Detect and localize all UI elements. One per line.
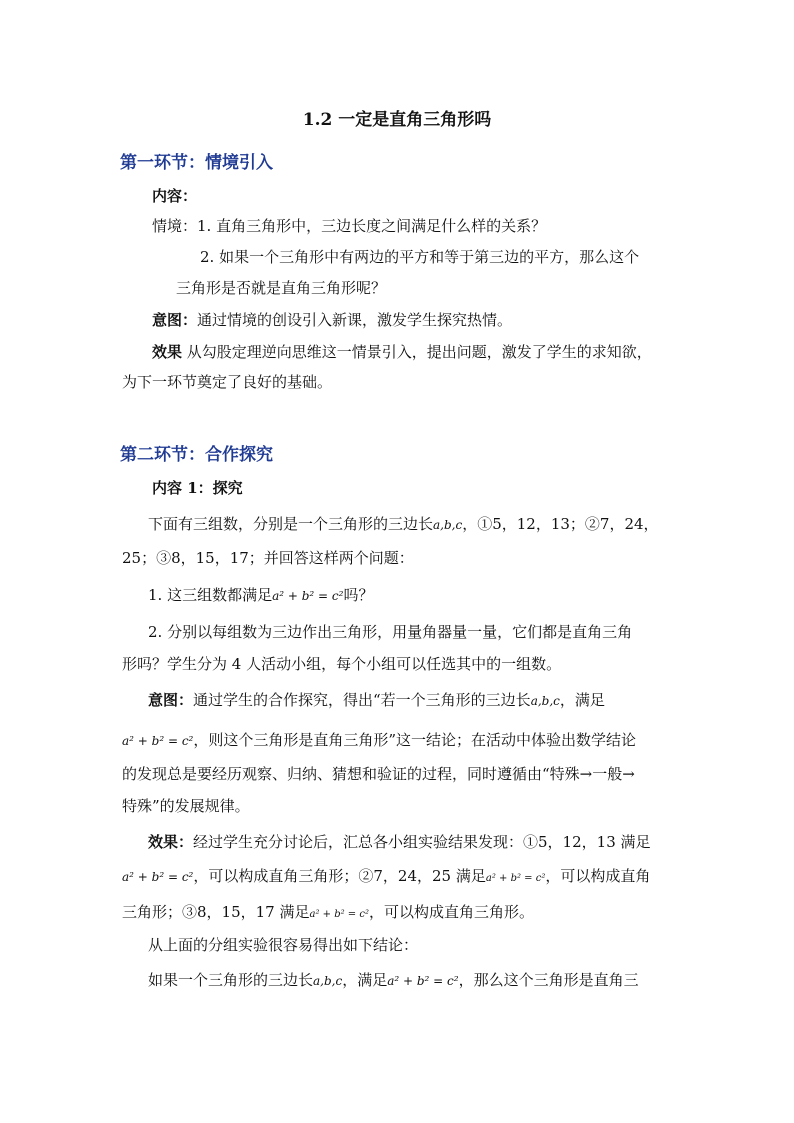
section1-effect-line2: 为下一环节奠定了良好的基础。 xyxy=(122,373,333,391)
effect-text: 从勾股定理逆向思维这一情景引入，提出问题，激发了学生的求知欲， xyxy=(182,343,652,361)
section1-intent xyxy=(152,310,512,330)
section2-intent-line1 xyxy=(148,690,605,711)
para1-text-b: ，①5，12，13；②7，24， xyxy=(462,515,659,533)
section2-intent-line2 xyxy=(122,730,636,751)
conclusion-text-a: 如果一个三角形的三边长 xyxy=(148,971,314,989)
section2-question2-line2: 形吗？学生分为 4 人活动小组，每个小组可以任选其中的一组数。 xyxy=(122,655,562,673)
variables-abc: a,b,c xyxy=(530,694,560,708)
para1-text-a: 下面有三组数，分别是一个三角形的三边长 xyxy=(148,515,434,533)
conclusion-text-b: ，满足 xyxy=(342,971,388,989)
pythagorean-equation-small: a² + b² = c² xyxy=(485,873,546,884)
pythagorean-equation-small: a² + b² = c² xyxy=(309,909,369,920)
section2-para1-line2: 25；③8，15，17；并回答这样两个问题： xyxy=(122,549,414,567)
section2-question2-line1: 2. 分别以每组数为三边作出三角形，用量角器量一量，它们都是直角三角 xyxy=(148,623,633,641)
intent-text-c: ，则这个三角形是直角三角形”这一结论；在活动中体验出数学结论 xyxy=(193,731,637,749)
section1-content-label: 内容： xyxy=(152,187,198,205)
section2-intent-line4: 特殊”的发展规律。 xyxy=(122,797,250,815)
question1-text-b: 吗？ xyxy=(343,586,374,604)
section1-question2-line1: 2. 如果一个三角形中有两边的平方和等于第三边的平方，那么这个 xyxy=(200,248,640,266)
section2-intent-line3: 的发现总是要经历观察、归纳、猜想和验证的过程，同时遵循由“特殊→一般→ xyxy=(122,765,635,783)
effect-text-b: ，可以构成直角三角形；②7，24，25 满足 xyxy=(193,867,486,885)
effect-text-a: 经过学生充分讨论后，汇总各小组实验结果发现：①5，12，13 满足 xyxy=(193,833,651,851)
page-title: 1.2 一定是直角三角形吗 xyxy=(302,110,492,130)
question1-text-a: 1. 这三组数都满足 xyxy=(148,586,273,604)
pythagorean-equation: a² + b² = c² xyxy=(122,870,194,884)
section2-content1-label: 内容 1：探究 xyxy=(152,479,243,497)
section2-conclusion-intro: 从上面的分组实验很容易得出如下结论： xyxy=(148,936,419,954)
intent-text-a: 通过学生的合作探究，得出“若一个三角形的三边长 xyxy=(193,691,531,709)
intent-label: 意图： xyxy=(152,311,198,329)
section2-para1-line1 xyxy=(148,514,659,535)
section2-heading: 第二环节：合作探究 xyxy=(120,445,273,465)
section2-question1 xyxy=(148,585,373,606)
effect-text-e: ，可以构成直角三角形。 xyxy=(368,903,534,921)
conclusion-text-c: ，那么这个三角形是直角三 xyxy=(458,971,639,989)
question1-text: 1. 直角三角形中，三边长度之间满足什么样的关系？ xyxy=(197,217,547,235)
section1-effect-line1 xyxy=(152,342,652,362)
section1-question2-line2: 三角形是否就是直角三角形呢？ xyxy=(176,279,387,297)
variables-abc: a,b,c xyxy=(313,974,343,988)
effect-text-d: 三角形；③8，15，17 满足 xyxy=(122,903,310,921)
pythagorean-equation: a² + b² = c² xyxy=(387,974,459,988)
effect-text-c: ，可以构成直角 xyxy=(545,867,651,885)
section2-effect-line1 xyxy=(148,832,651,852)
section2-effect-line2 xyxy=(122,866,650,889)
section1-question1 xyxy=(152,216,546,236)
intent-text: 通过情境的创设引入新课，激发学生探究热情。 xyxy=(197,311,513,329)
section2-conclusion xyxy=(148,970,639,991)
section1-heading: 第一环节：情境引入 xyxy=(120,153,273,173)
effect-label: 效果 xyxy=(152,343,183,361)
effect-label: 效果： xyxy=(148,833,194,851)
situation-label: 情境： xyxy=(152,217,198,235)
intent-text-b: ，满足 xyxy=(559,691,605,709)
intent-label: 意图： xyxy=(148,691,194,709)
pythagorean-equation: a² + b² = c² xyxy=(122,734,194,748)
variables-abc: a,b,c xyxy=(433,518,463,532)
section2-effect-line3 xyxy=(122,902,534,925)
pythagorean-equation: a² + b² = c² xyxy=(272,589,344,603)
